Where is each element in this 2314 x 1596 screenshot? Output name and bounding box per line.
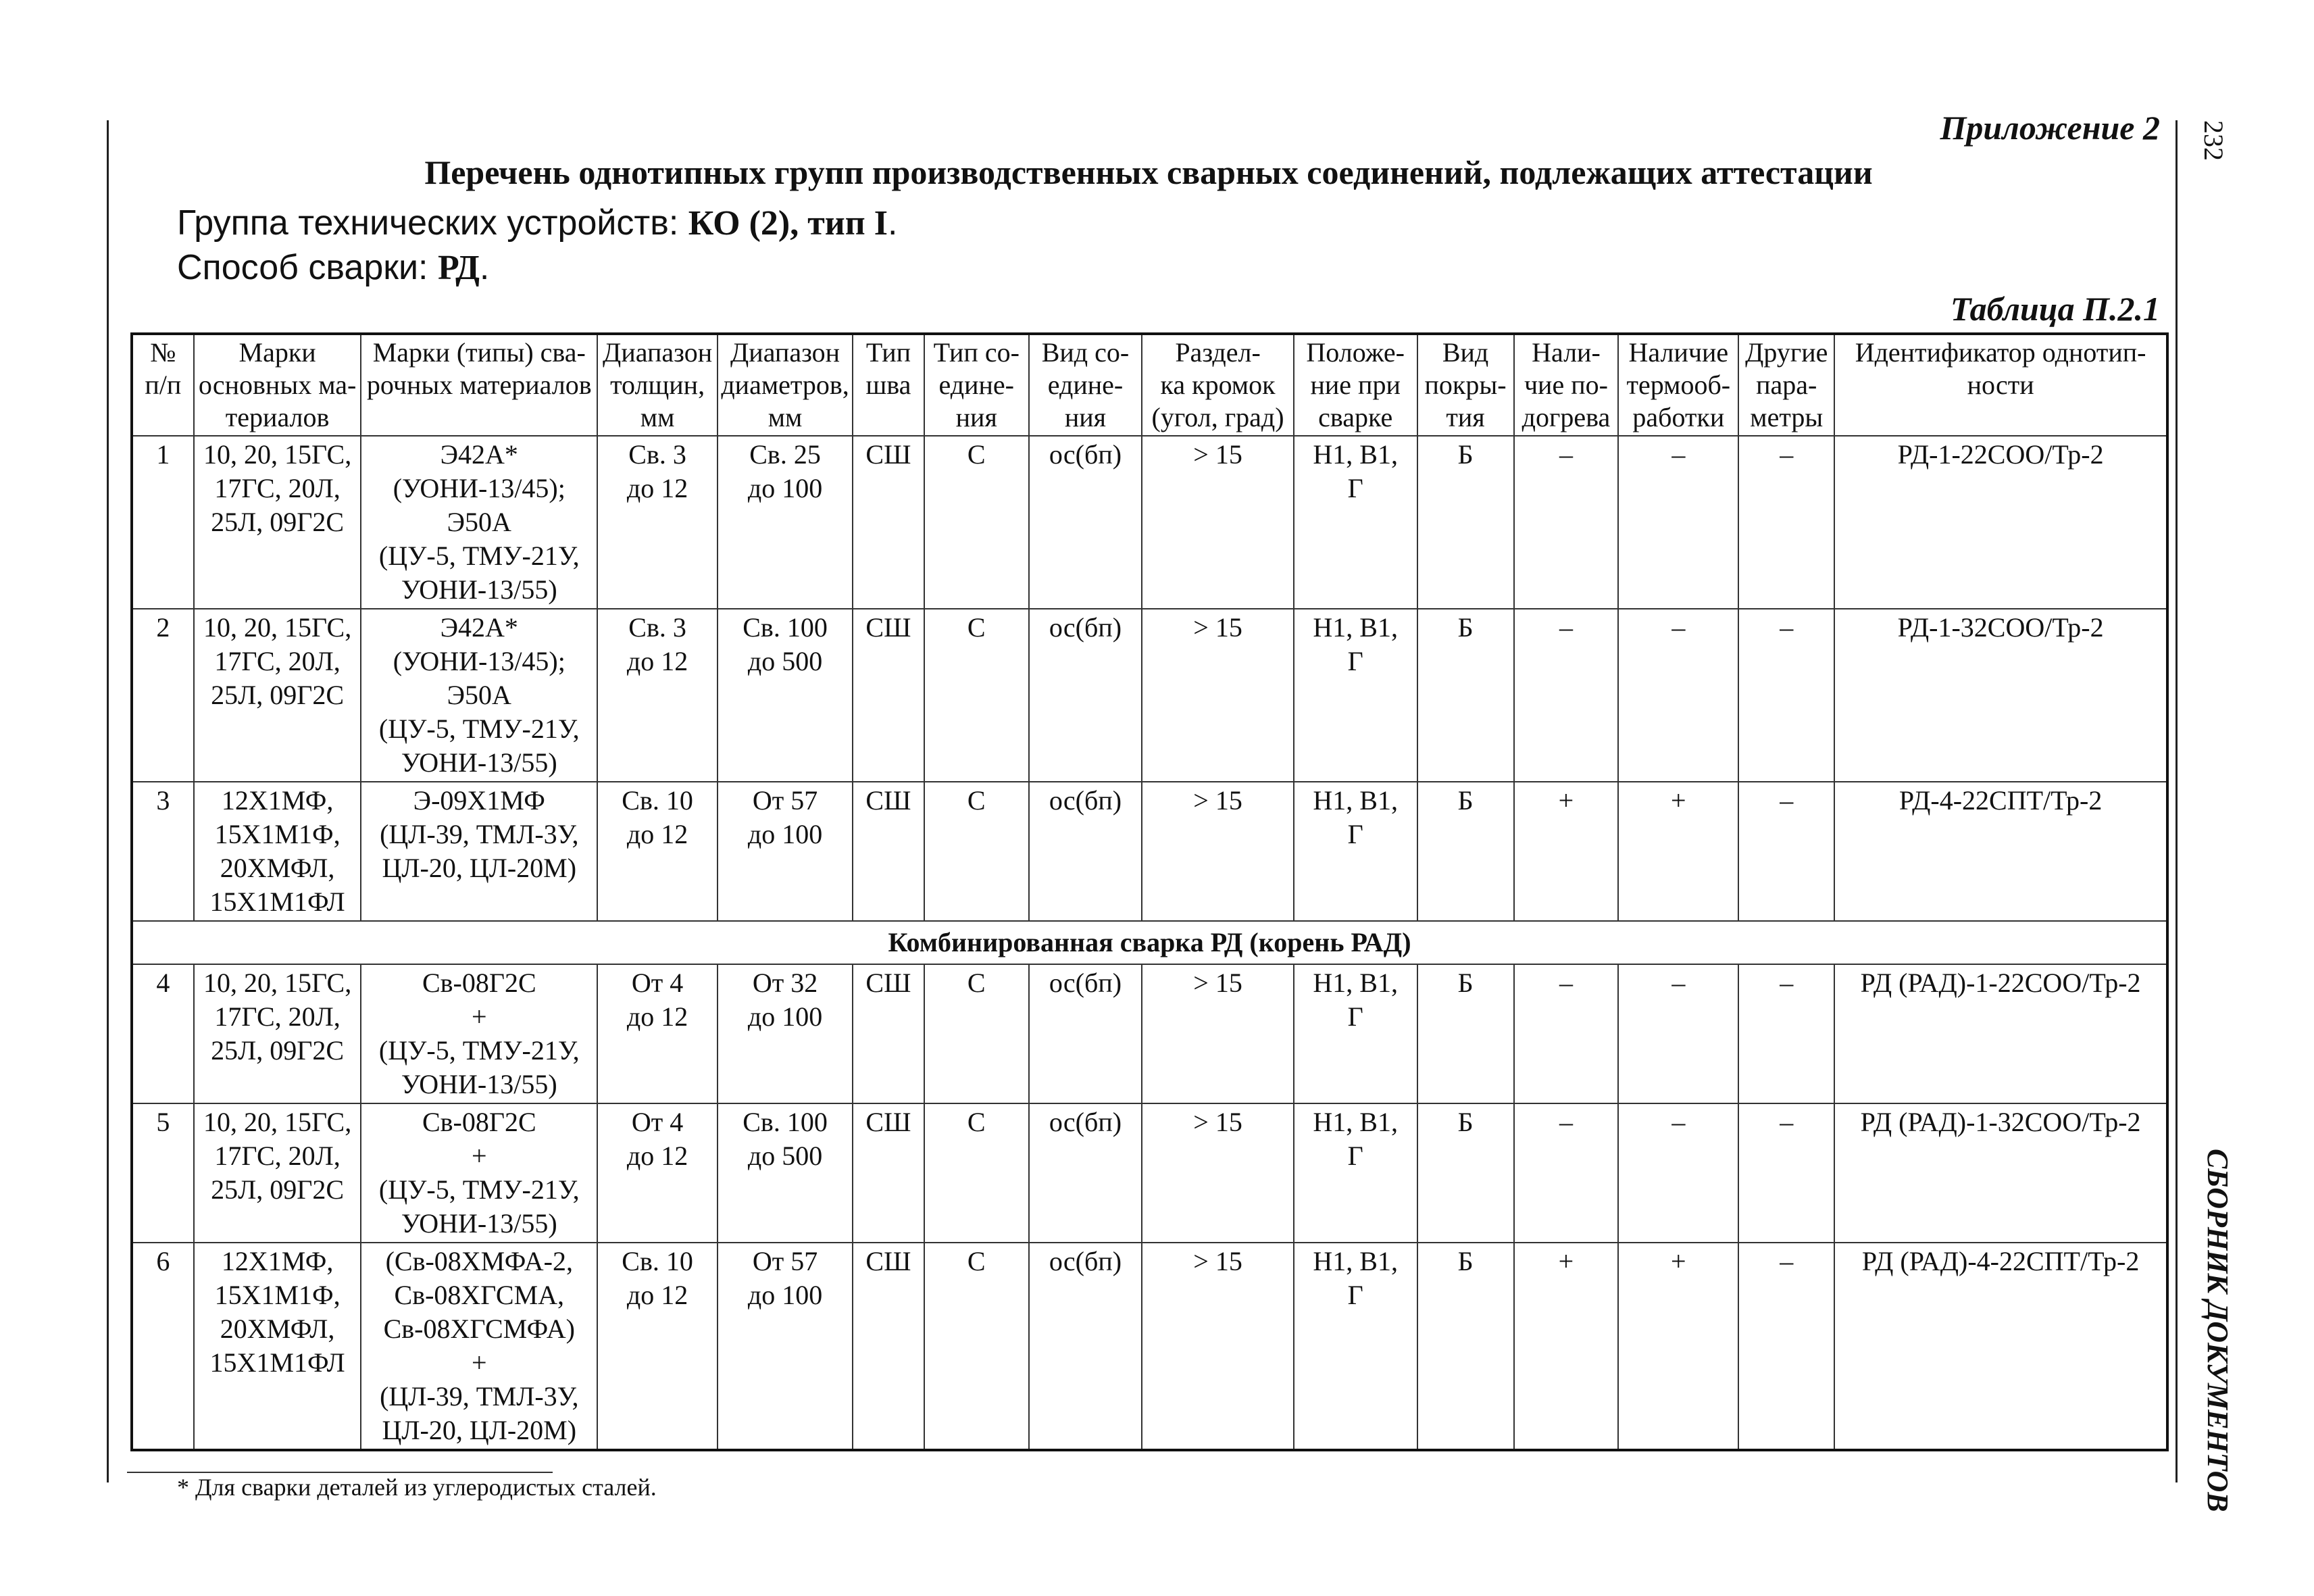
column-header: Нали- чие по- догрева <box>1514 334 1619 436</box>
collection-running-title: СБОРНИК ДОКУМЕНТОВ <box>2201 1149 2234 1512</box>
table-cell: Э42А* (УОНИ-13/45); Э50А (ЦУ-5, ТМУ-21У, УОНИ-13/55) <box>361 436 597 609</box>
table-cell: 10, 20, 15ГС, 17ГС, 20Л, 25Л, 09Г2С <box>194 609 361 782</box>
table-cell: Св-08Г2С + (ЦУ-5, ТМУ-21У, УОНИ-13/55) <box>361 964 597 1103</box>
table-cell: – <box>1514 436 1619 609</box>
table-row <box>132 964 2167 1103</box>
page-title: Перечень однотипных групп производственных сварных соединений, подлежащих аттестации <box>424 153 1873 191</box>
table-cell: Св. 3 до 12 <box>597 436 718 609</box>
table-cell: От 4 до 12 <box>597 964 718 1103</box>
footnote: * Для сварки деталей из углеродистых сталей. <box>177 1474 657 1501</box>
table-cell: ос(бп) <box>1029 1103 1142 1243</box>
welding-method-value: РД <box>437 249 480 287</box>
table-cell: С <box>924 609 1029 782</box>
table-cell: Св. 25 до 100 <box>718 436 853 609</box>
table-row <box>132 782 2167 921</box>
column-header: Раздел- ка кромок (угол, град) <box>1142 334 1293 436</box>
table-cell: > 15 <box>1142 964 1293 1103</box>
table-cell: Э-09Х1МФ (ЦЛ-39, ТМЛ-3У, ЦЛ-20, ЦЛ-20М) <box>361 782 597 921</box>
table-cell: 2 <box>132 609 194 782</box>
table-cell: ос(бп) <box>1029 436 1142 609</box>
table-cell: > 15 <box>1142 609 1293 782</box>
column-header: Марки основных ма- териалов <box>194 334 361 436</box>
table-cell: С <box>924 964 1029 1103</box>
table-cell: – <box>1738 782 1834 921</box>
table-cell: Св-08Г2С + (ЦУ-5, ТМУ-21У, УОНИ-13/55) <box>361 1103 597 1243</box>
table-cell: РД (РАД)-1-32СОО/Тр-2 <box>1834 1103 2167 1243</box>
left-margin-rule <box>107 120 109 1482</box>
table-cell: РД (РАД)-4-22СПТ/Тр-2 <box>1834 1243 2167 1450</box>
table-cell: – <box>1738 436 1834 609</box>
table-cell: Св. 100 до 500 <box>718 609 853 782</box>
table-cell: РД-1-32СОО/Тр-2 <box>1834 609 2167 782</box>
table-cell: РД-1-22СОО/Тр-2 <box>1834 436 2167 609</box>
table-cell: – <box>1618 436 1738 609</box>
table-cell: Св. 10 до 12 <box>597 1243 718 1450</box>
device-group-value: КО (2), тип I <box>688 204 888 243</box>
section-row <box>132 921 2167 964</box>
table-cell: – <box>1514 609 1619 782</box>
table-row <box>132 1243 2167 1450</box>
table-cell: Б <box>1417 609 1514 782</box>
table-cell: РД-4-22СПТ/Тр-2 <box>1834 782 2167 921</box>
column-header: Тип со- едине- ния <box>924 334 1029 436</box>
table-cell: 5 <box>132 1103 194 1243</box>
table-cell: Н1, В1, Г <box>1294 436 1417 609</box>
table-cell: > 15 <box>1142 782 1293 921</box>
table-cell: > 15 <box>1142 1243 1293 1450</box>
table-cell: От 57 до 100 <box>718 1243 853 1450</box>
welding-method-label: Способ сварки: <box>177 248 438 287</box>
column-header: Вид покры- тия <box>1417 334 1514 436</box>
table-cell: Н1, В1, Г <box>1294 964 1417 1103</box>
column-header: Марки (типы) сва- рочных материалов <box>361 334 597 436</box>
table-cell: СШ <box>853 1103 924 1243</box>
column-header: Диапазон толщин, мм <box>597 334 718 436</box>
table-cell: Св. 3 до 12 <box>597 609 718 782</box>
column-header: Вид со- едине- ния <box>1029 334 1142 436</box>
table-cell: – <box>1618 964 1738 1103</box>
table-cell: С <box>924 436 1029 609</box>
welding-method-line: Способ сварки: РД. <box>177 248 490 287</box>
column-header: Диапазон диаметров, мм <box>718 334 853 436</box>
table-cell: Н1, В1, Г <box>1294 1103 1417 1243</box>
table-cell: (Св-08ХМФА-2, Св-08ХГСМА, Св-08ХГСМФА) + (ЦЛ-39, ТМЛ-3У, ЦЛ-20, ЦЛ-20М) <box>361 1243 597 1450</box>
table-cell: С <box>924 782 1029 921</box>
column-header: Идентификатор однотип- ности <box>1834 334 2167 436</box>
table-cell: – <box>1738 1103 1834 1243</box>
table-cell: Б <box>1417 964 1514 1103</box>
table-cell: – <box>1738 964 1834 1103</box>
table-cell: Б <box>1417 436 1514 609</box>
appendix-label: Приложение 2 <box>1940 109 2160 147</box>
table-cell: РД (РАД)-1-22СОО/Тр-2 <box>1834 964 2167 1103</box>
table-cell: 10, 20, 15ГС, 17ГС, 20Л, 25Л, 09Г2С <box>194 964 361 1103</box>
table-cell: – <box>1618 1103 1738 1243</box>
table-cell: С <box>924 1243 1029 1450</box>
table-cell: 10, 20, 15ГС, 17ГС, 20Л, 25Л, 09Г2С <box>194 436 361 609</box>
table-cell: 6 <box>132 1243 194 1450</box>
table-cell: От 32 до 100 <box>718 964 853 1103</box>
device-group-line: Группа технических устройств: КО (2), тип I. <box>177 203 898 243</box>
welding-groups-table <box>130 332 2169 1451</box>
table-cell: – <box>1738 609 1834 782</box>
device-group-label: Группа технических устройств: <box>177 203 688 243</box>
table-cell: + <box>1514 1243 1619 1450</box>
table-cell: СШ <box>853 1243 924 1450</box>
table-label: Таблица П.2.1 <box>1950 290 2160 328</box>
table-cell: СШ <box>853 964 924 1103</box>
table-cell: Э42А* (УОНИ-13/45); Э50А (ЦУ-5, ТМУ-21У, УОНИ-13/55) <box>361 609 597 782</box>
table-cell: + <box>1618 1243 1738 1450</box>
table-cell: 4 <box>132 964 194 1103</box>
table-row <box>132 609 2167 782</box>
table-row <box>132 1103 2167 1243</box>
table-cell: От 4 до 12 <box>597 1103 718 1243</box>
table-cell: – <box>1514 1103 1619 1243</box>
table-cell: 12Х1МФ, 15Х1М1Ф, 20ХМФЛ, 15Х1М1ФЛ <box>194 1243 361 1450</box>
table-row <box>132 436 2167 609</box>
column-header: Другие пара- метры <box>1738 334 1834 436</box>
table-cell: ос(бп) <box>1029 782 1142 921</box>
table-cell: + <box>1618 782 1738 921</box>
table-cell: – <box>1618 609 1738 782</box>
table-cell: Св. 100 до 500 <box>718 1103 853 1243</box>
table-cell: От 57 до 100 <box>718 782 853 921</box>
table-cell: Н1, В1, Г <box>1294 782 1417 921</box>
table-cell: СШ <box>853 609 924 782</box>
table-cell: – <box>1514 964 1619 1103</box>
section-title: Комбинированная сварка РД (корень РАД) <box>132 921 2167 964</box>
column-header: № п/п <box>132 334 194 436</box>
table-cell: Б <box>1417 782 1514 921</box>
right-margin-rule <box>2175 120 2178 1482</box>
table-cell: 1 <box>132 436 194 609</box>
page-number: 232 <box>2198 120 2229 161</box>
table-cell: – <box>1738 1243 1834 1450</box>
table-cell: > 15 <box>1142 1103 1293 1243</box>
table-cell: Н1, В1, Г <box>1294 1243 1417 1450</box>
table-cell: ос(бп) <box>1029 609 1142 782</box>
table-cell: 12Х1МФ, 15Х1М1Ф, 20ХМФЛ, 15Х1М1ФЛ <box>194 782 361 921</box>
column-header: Наличие термооб- работки <box>1618 334 1738 436</box>
column-header: Положе- ние при сварке <box>1294 334 1417 436</box>
table-cell: СШ <box>853 782 924 921</box>
table-cell: ос(бп) <box>1029 1243 1142 1450</box>
table-cell: Б <box>1417 1243 1514 1450</box>
table-cell: СШ <box>853 436 924 609</box>
column-header: Тип шва <box>853 334 924 436</box>
table-cell: > 15 <box>1142 436 1293 609</box>
table-cell: Св. 10 до 12 <box>597 782 718 921</box>
table-header-row <box>132 334 2167 436</box>
table-cell: Б <box>1417 1103 1514 1243</box>
table-cell: Н1, В1, Г <box>1294 609 1417 782</box>
table-cell: 3 <box>132 782 194 921</box>
table-cell: + <box>1514 782 1619 921</box>
table-cell: С <box>924 1103 1029 1243</box>
table-cell: 10, 20, 15ГС, 17ГС, 20Л, 25Л, 09Г2С <box>194 1103 361 1243</box>
table-cell: ос(бп) <box>1029 964 1142 1103</box>
